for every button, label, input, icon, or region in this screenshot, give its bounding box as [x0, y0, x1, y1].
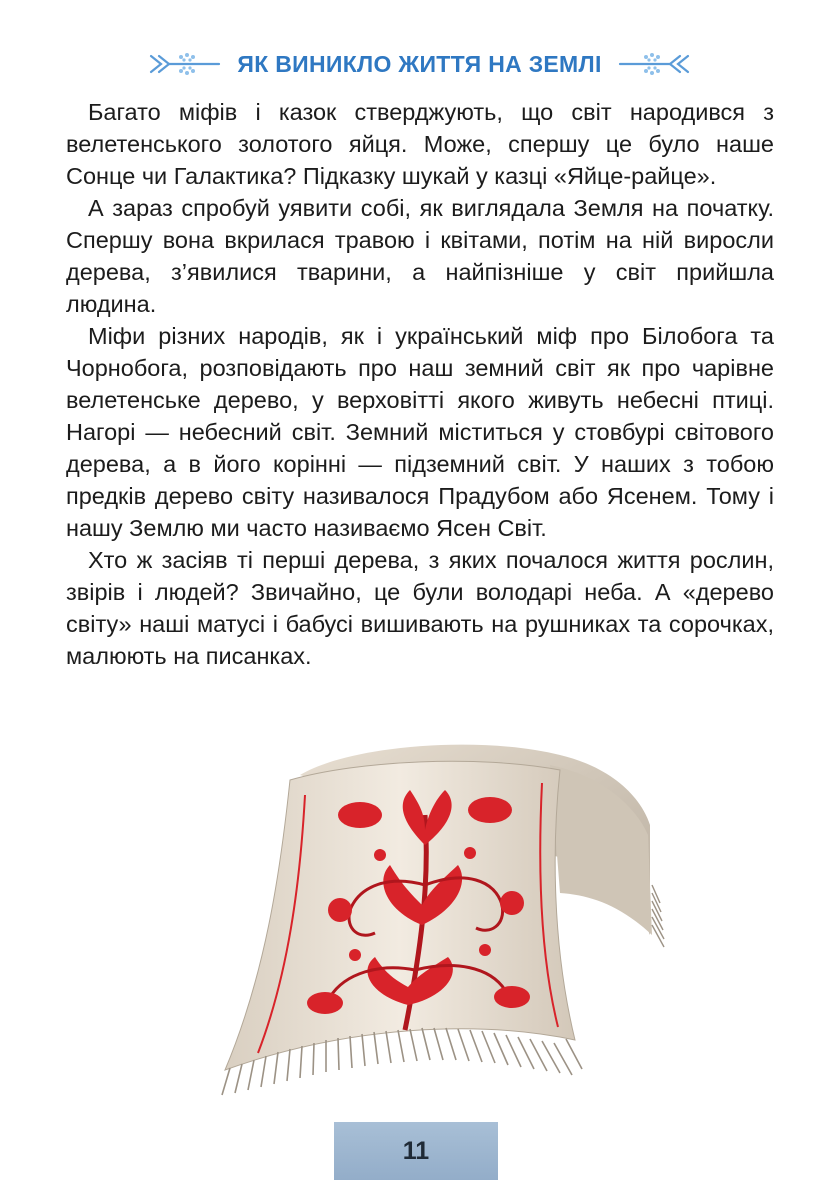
page-number-box: [334, 1122, 498, 1180]
page-title: ЯК ВИНИКЛО ЖИТТЯ НА ЗЕМЛІ: [237, 50, 602, 77]
embroidered-towel-icon: [180, 735, 710, 1105]
page-header: [0, 44, 839, 84]
page-number: 11: [402, 1136, 430, 1165]
body-text: [66, 96, 774, 672]
paragraph-2: А зараз спробуй уявити собі, як виглядала Земля на початку. Спершу вона вкрилася травою і квітами, потім на ній виросли дерева, з’явилися тварини, а найпізніше у світ прийшла людина.: [66, 195, 774, 317]
paragraph-3: Міфи різних народів, як і український міф про Білобога та Чорнобога, розповідають про наш земний світ як про чарівне велетенське дерево, у верховітті якого живуть небесні птиці. Нагорі — небесний світ. Земний міститься у стовбурі світового дерева, а в його корінні — підземний світ. У наших з тобою предків дерево світу називалося Прадубом або Ясенем. Тому і нашу Землю ми часто називаємо Ясен Світ.: [66, 323, 774, 541]
paragraph-1: Багато міфів і казок стверджують, що світ народився з велетенського золотого яйця. Може, спершу це було наше Сонце чи Галактика? Підказку шукай у казці «Яйце-райце».: [66, 99, 774, 189]
left-ornament-icon: [147, 50, 227, 78]
right-ornament-icon: [612, 50, 692, 78]
paragraph-4: Хто ж засіяв ті перші дерева, з яких почалося життя рослин, звірів і людей? Звичайно, це були володарі неба. А «дерево світу» наші матусі і бабусі вишивають на рушниках та сорочках, малюють на писанках.: [66, 547, 774, 669]
